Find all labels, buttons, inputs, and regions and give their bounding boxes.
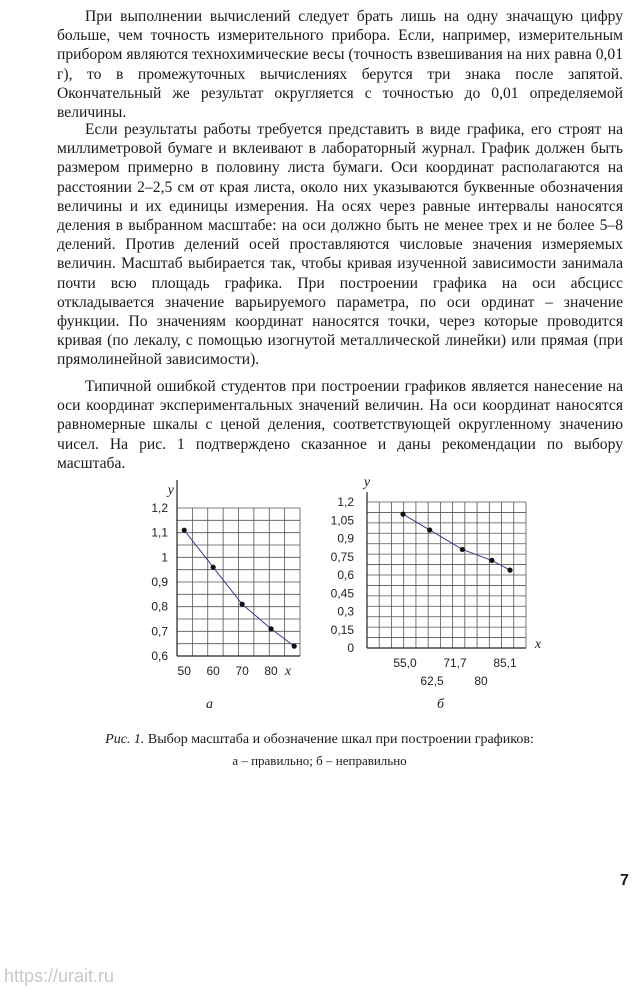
y-axis-label: y — [167, 483, 174, 498]
x-tick-label: 50 — [177, 664, 191, 678]
y-tick-label: 1 — [161, 550, 168, 565]
figure-label: Рис. 1. — [105, 732, 145, 747]
page-number: 7 — [620, 872, 629, 889]
figure-caption — [0, 732, 639, 748]
y-tick-label: 0 — [347, 641, 354, 655]
data-point — [427, 527, 432, 532]
x-tick-label: 85,1 — [493, 656, 517, 670]
y-tick-label: 0,7 — [151, 624, 168, 639]
x-tick-label: 80 — [264, 664, 278, 678]
chart-a — [130, 478, 300, 698]
paragraph-1: При выполнении вычислений следует брать лишь на одну значащую цифру больше, чем точность измерительного прибора. Если, например, измерительным прибором являются технохимические весы (точность взвешивания на них равна 0,01 г), то в промежуточных вычислениях берутся три знака после запятой. Окончательный же результат округляется с точностью до 0,01 определяемой величины. — [57, 8, 623, 122]
y-tick-label: 0,6 — [337, 568, 354, 582]
data-point — [400, 512, 405, 517]
x-tick-label: 80 — [474, 674, 488, 688]
x-axis-label: x — [534, 637, 542, 652]
data-point — [182, 528, 187, 533]
watermark[interactable]: https://urait.ru — [4, 966, 115, 986]
data-point — [240, 602, 245, 607]
data-point — [489, 558, 494, 563]
y-tick-label: 1,1 — [151, 525, 168, 540]
y-tick-label: 1,2 — [151, 501, 168, 515]
data-point — [211, 565, 216, 570]
chart-a-label: а — [206, 697, 213, 712]
y-axis-label: y — [363, 475, 371, 490]
y-tick-label: 0,15 — [330, 622, 354, 637]
y-tick-label: 1,05 — [330, 513, 354, 528]
data-line — [184, 530, 294, 646]
x-tick-label: 62,5 — [420, 674, 444, 688]
y-tick-label: 0,6 — [151, 649, 168, 663]
y-tick-label: 1,2 — [337, 495, 354, 509]
y-tick-label: 0,9 — [151, 575, 168, 589]
x-tick-label: 71,7 — [443, 656, 467, 670]
y-tick-label: 0,9 — [337, 531, 354, 546]
y-tick-label: 0,45 — [330, 586, 354, 601]
data-point — [268, 626, 273, 631]
x-axis-label: x — [284, 664, 292, 679]
y-tick-label: 0,8 — [151, 599, 168, 614]
x-tick-label: 55,0 — [393, 656, 417, 670]
x-tick-label: 60 — [206, 664, 220, 678]
paragraph-3: Типичной ошибкой студентов при построении графиков является нанесение на оси координат экспериментальных значений величин. На оси координат наносятся равномерные шкалы с ценой деления, соответствующей округленному значению чисел. На рис. 1 подтверждено сказанное и даны рекомендации по выбору масштаба. — [57, 378, 623, 472]
chart-b — [320, 475, 550, 690]
figure-caption-legend: а – правильно; б – неправильно — [232, 753, 407, 768]
y-tick-label: 0,3 — [337, 604, 354, 619]
paragraph-2: Если результаты работы требуется представить в виде графика, его строят на миллиметровой бумаге и вклеивают в лабораторный журнал. График должен быть размером примерно в половину листа бумаги. Оси координат располагаются на расстоянии 2–2,5 см от края листа, около них указываются буквенные обозначения величины и их единицы измерения. На осях через равные интервалы наносятся деления в выбранном масштабе: на оси должно быть не менее трех и не более 5–8 делений. Против делений осей проставляются числовые значения измеряемых величин. Масштаб выбирается так, чтобы кривая изученной зависимости занимала почти всю площадь графика. При построении графика на оси абсцисс откладывается значение варьируемого параметра, по оси ординат – значение функции. По значениям координат наносятся точки, через которые проводится кривая (по лекалу, с помощью изогнутой металлической линейки) или прямая (при прямолинейной зависимости). — [57, 121, 623, 369]
y-tick-label: 0,75 — [330, 549, 354, 564]
data-point — [460, 547, 465, 552]
x-tick-label: 70 — [235, 664, 249, 678]
figure-caption-text: Выбор масштаба и обозначение шкал при построении графиков: — [147, 732, 534, 747]
data-point — [507, 568, 512, 573]
chart-b-label: б — [437, 697, 445, 712]
data-point — [292, 644, 297, 649]
